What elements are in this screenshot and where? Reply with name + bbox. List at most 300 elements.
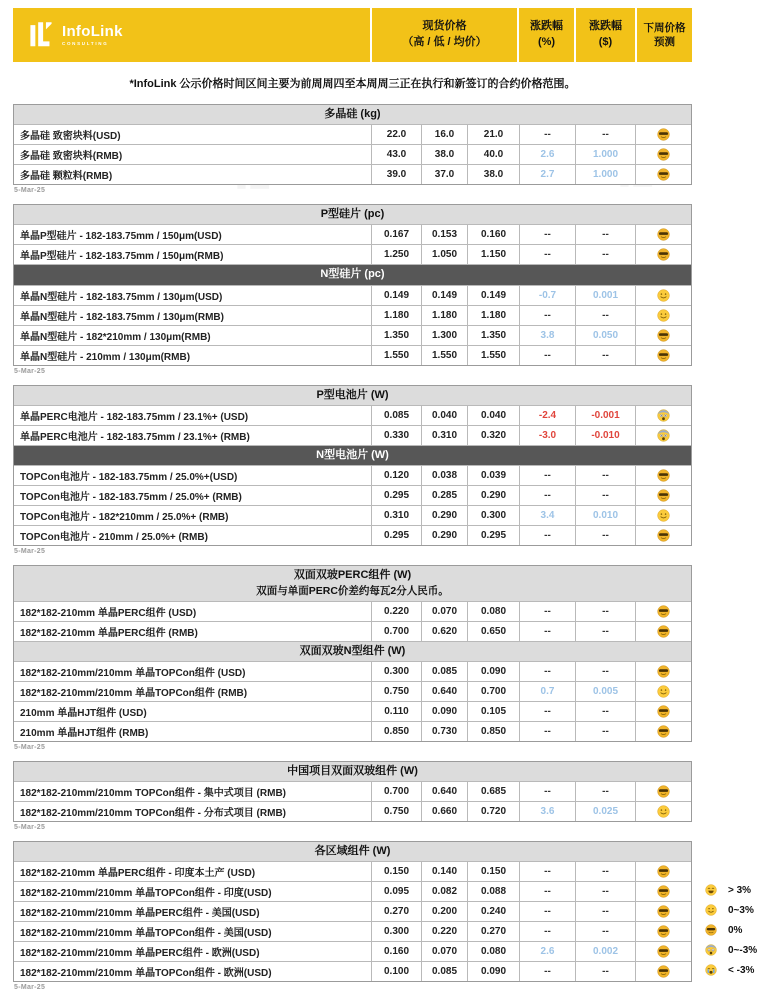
section-header [14, 566, 691, 602]
legend-item [693, 920, 762, 940]
table-row [14, 506, 691, 526]
forecast-title-line2: 预测 [654, 36, 675, 48]
product-label: 182*182-210mm 单晶PERC组件 (USD) [20, 607, 197, 619]
change-usd-cell: -- [575, 722, 635, 741]
price-high-cell: 1.550 [371, 346, 421, 365]
price-high-cell: 39.0 [371, 165, 421, 184]
product-label: 多晶硅 致密块料(USD) [20, 131, 121, 143]
forecast-emoji-cell [635, 506, 691, 525]
product-label: 182*182-210mm/210mm TOPCon组件 - 分布式项目 (RMB) [20, 808, 286, 820]
table-row [14, 682, 691, 702]
product-label: 182*182-210mm/210mm 单晶TOPCon组件 - 欧洲(USD) [20, 968, 272, 980]
price-low-cell: 38.0 [421, 145, 467, 164]
smile-emoji-icon [657, 309, 670, 322]
cool-emoji-icon [705, 924, 717, 936]
price-avg-cell: 40.0 [467, 145, 519, 164]
price-avg-cell: 1.180 [467, 306, 519, 325]
forecast-emoji-cell [635, 326, 691, 345]
price-table-block [13, 204, 692, 374]
product-label: 182*182-210mm/210mm 单晶PERC组件 - 欧洲(USD) [20, 948, 260, 960]
table-row [14, 466, 691, 486]
change-usd-cell: 0.002 [575, 942, 635, 961]
change-pct-cell: -- [519, 466, 575, 485]
legend-label: 0~-3% [728, 944, 758, 956]
change-usd-cell: -- [575, 486, 635, 505]
forecast-emoji-cell [635, 125, 691, 144]
price-high-cell: 0.330 [371, 426, 421, 445]
forecast-emoji-cell [635, 622, 691, 641]
price-high-cell: 0.700 [371, 622, 421, 641]
change-usd-cell: -- [575, 466, 635, 485]
product-label: 单晶N型硅片 - 210mm / 130μm(RMB) [20, 351, 191, 363]
price-low-cell: 1.550 [421, 346, 467, 365]
table-row [14, 286, 691, 306]
price-avg-cell: 0.160 [467, 225, 519, 244]
change-pct-cell: -3.0 [519, 426, 575, 445]
product-label: 182*182-210mm/210mm 单晶TOPCon组件 (RMB) [20, 687, 248, 699]
price-low-cell: 0.730 [421, 722, 467, 741]
price-low-cell: 0.140 [421, 862, 467, 881]
section-title: 多晶硅 (kg) [324, 108, 381, 120]
price-report-page [0, 8, 762, 1008]
infolink-logo-icon [29, 20, 53, 50]
product-label: 单晶N型硅片 - 182-183.75mm / 130μm(USD) [20, 291, 223, 303]
forecast-emoji-cell [635, 782, 691, 801]
forecast-emoji-cell [635, 406, 691, 425]
forecast-emoji-cell [635, 962, 691, 981]
change-usd-cell: -- [575, 125, 635, 144]
product-label: 210mm 单晶HJT组件 (USD) [20, 707, 147, 719]
price-high-cell: 22.0 [371, 125, 421, 144]
product-label: 多晶硅 致密块料(RMB) [20, 151, 123, 163]
section-title: P型电池片 (W) [316, 388, 389, 401]
change-usd-cell: 0.010 [575, 506, 635, 525]
cool-emoji-icon [657, 228, 670, 241]
price-low-cell: 0.038 [421, 466, 467, 485]
price-high-cell: 0.100 [371, 962, 421, 981]
section-subtitle: 双面与单面PERC价差约每瓦2分人民币。 [256, 585, 449, 598]
forecast-emoji-cell [635, 346, 691, 365]
price-high-cell: 43.0 [371, 145, 421, 164]
price-period-note: *InfoLink 公示价格时间区间主要为前周周四至本周周三正在执行和新签订的合约价格范围。 [129, 78, 576, 90]
table-row [14, 622, 691, 642]
cool-emoji-icon [657, 865, 670, 878]
change-usd-cell: -- [575, 602, 635, 621]
change-usd-cell: -- [575, 922, 635, 941]
table-row [14, 306, 691, 326]
cool-emoji-icon [657, 925, 670, 938]
cool-emoji-icon [657, 785, 670, 798]
price-avg-cell: 1.350 [467, 326, 519, 345]
price-low-cell: 0.200 [421, 902, 467, 921]
table-row [14, 406, 691, 426]
product-label: TOPCon电池片 - 182-183.75mm / 25.0%+(USD) [20, 471, 238, 483]
product-label: TOPCon电池片 - 210mm / 25.0%+ (RMB) [20, 531, 208, 543]
price-low-cell: 0.090 [421, 702, 467, 721]
price-low-cell: 0.085 [421, 962, 467, 981]
change-usd-cell: 1.000 [575, 145, 635, 164]
change-pct-cell: -2.4 [519, 406, 575, 425]
table-row [14, 702, 691, 722]
smile-emoji-icon [705, 904, 717, 916]
change-usd-cell: 0.001 [575, 286, 635, 305]
price-table [13, 565, 692, 742]
legend-item [693, 880, 762, 900]
change-usd-cell: -- [575, 862, 635, 881]
cool-emoji-icon [657, 965, 670, 978]
price-high-cell: 0.220 [371, 602, 421, 621]
forecast-emoji-cell [635, 902, 691, 921]
change-usd-cell: -0.010 [575, 426, 635, 445]
change-pct-cell: -- [519, 245, 575, 264]
price-low-cell: 1.180 [421, 306, 467, 325]
change-pct-cell: -- [519, 346, 575, 365]
forecast-emoji-cell [635, 245, 691, 264]
legend-item [693, 940, 762, 960]
forecast-emoji-cell [635, 165, 691, 184]
change-pct-cell: -- [519, 702, 575, 721]
date-stamp: 5-Mar-25 [14, 367, 46, 375]
price-avg-cell: 0.150 [467, 862, 519, 881]
change-pct-cell: -- [519, 486, 575, 505]
table-row [14, 662, 691, 682]
forecast-emoji-cell [635, 466, 691, 485]
table-row [14, 326, 691, 346]
forecast-emoji-cell [635, 942, 691, 961]
product-label: TOPCon电池片 - 182-183.75mm / 25.0%+ (RMB) [20, 491, 242, 503]
change-usd-cell: -- [575, 702, 635, 721]
table-row [14, 426, 691, 446]
section-header [14, 265, 691, 285]
table-row [14, 902, 691, 922]
price-low-cell: 0.070 [421, 942, 467, 961]
spot-price-title: 现货价格 [422, 20, 467, 33]
cool-emoji-icon [657, 349, 670, 362]
fear-emoji-icon [657, 429, 670, 442]
product-label: 多晶硅 颗粒料(RMB) [20, 171, 113, 183]
price-avg-cell: 1.150 [467, 245, 519, 264]
price-avg-cell: 1.550 [467, 346, 519, 365]
price-table-block [13, 565, 692, 751]
section-header [14, 105, 691, 125]
fear-emoji-icon [705, 944, 717, 956]
forecast-emoji-cell [635, 922, 691, 941]
change-pct-cell: 3.6 [519, 802, 575, 821]
forecast-emoji-cell [635, 426, 691, 445]
change-pct-cell: -- [519, 722, 575, 741]
cool-emoji-icon [657, 529, 670, 542]
price-avg-cell: 0.290 [467, 486, 519, 505]
date-stamp: 5-Mar-25 [14, 547, 46, 555]
date-stamp: 5-Mar-25 [14, 984, 46, 992]
legend-label: 0% [728, 924, 743, 936]
price-low-cell: 0.285 [421, 486, 467, 505]
section-title: 双面双玻N型组件 (W) [299, 644, 406, 657]
price-avg-cell: 0.080 [467, 942, 519, 961]
price-low-cell: 0.310 [421, 426, 467, 445]
product-label: 单晶N型硅片 - 182-183.75mm / 130μm(RMB) [20, 311, 224, 323]
price-high-cell: 0.750 [371, 802, 421, 821]
forecast-emoji-cell [635, 802, 691, 821]
product-label: 单晶P型硅片 - 182-183.75mm / 150μm(USD) [20, 231, 222, 243]
column-header-change-dollar [574, 8, 635, 62]
forecast-emoji-cell [635, 882, 691, 901]
change-usd-cell: -- [575, 346, 635, 365]
cool-emoji-icon [657, 469, 670, 482]
change-pct-cell: -- [519, 782, 575, 801]
forecast-emoji-cell [635, 486, 691, 505]
date-stamp: 5-Mar-25 [14, 743, 46, 751]
section-header [14, 446, 691, 466]
price-avg-cell: 0.300 [467, 506, 519, 525]
spot-price-subtitle: （高 / 低 / 均价） [402, 36, 487, 48]
product-label: 182*182-210mm/210mm 单晶TOPCon组件 - 印度(USD) [20, 888, 272, 900]
legend-label: > 3% [728, 884, 752, 896]
change-usd-cell: -- [575, 902, 635, 921]
price-low-cell: 0.660 [421, 802, 467, 821]
legend-label: < -3% [728, 964, 755, 976]
price-high-cell: 0.310 [371, 506, 421, 525]
cool-emoji-icon [657, 148, 670, 161]
price-low-cell: 16.0 [421, 125, 467, 144]
price-high-cell: 0.295 [371, 526, 421, 545]
price-high-cell: 0.750 [371, 682, 421, 701]
price-high-cell: 0.085 [371, 406, 421, 425]
tables [13, 104, 762, 991]
price-avg-cell: 0.700 [467, 682, 519, 701]
change-pct-cell: -- [519, 125, 575, 144]
price-avg-cell: 0.320 [467, 426, 519, 445]
legend-label: 0~3% [728, 904, 754, 916]
product-label: 182*182-210mm/210mm 单晶TOPCon组件 (USD) [20, 667, 246, 679]
legend-item [693, 900, 762, 920]
change-usd-cell: -- [575, 622, 635, 641]
change-pct-cell: -- [519, 662, 575, 681]
change-pct-cell: -- [519, 602, 575, 621]
smile-emoji-icon [657, 685, 670, 698]
section-title: P型硅片 (pc) [320, 208, 385, 221]
price-high-cell: 0.160 [371, 942, 421, 961]
price-avg-cell: 0.039 [467, 466, 519, 485]
price-avg-cell: 0.149 [467, 286, 519, 305]
product-label: 210mm 单晶HJT组件 (RMB) [20, 727, 149, 739]
change-usd-cell: -- [575, 882, 635, 901]
brand-name: InfoLink [62, 23, 123, 40]
infolink-logo [13, 8, 370, 62]
change-pct-cell: -- [519, 902, 575, 921]
price-low-cell: 0.040 [421, 406, 467, 425]
table-row [14, 526, 691, 545]
table-row [14, 225, 691, 245]
price-low-cell: 37.0 [421, 165, 467, 184]
change-usd-cell: -- [575, 662, 635, 681]
table-row [14, 165, 691, 184]
table-row [14, 942, 691, 962]
price-avg-cell: 0.685 [467, 782, 519, 801]
product-label: 182*182-210mm/210mm 单晶PERC组件 - 美国(USD) [20, 908, 260, 920]
change-usd-cell: 0.050 [575, 326, 635, 345]
product-label: TOPCon电池片 - 182*210mm / 25.0%+ (RMB) [20, 511, 229, 523]
price-high-cell: 0.110 [371, 702, 421, 721]
section-title: N型硅片 (pc) [320, 268, 385, 281]
section-title: 双面双玻PERC组件 (W) [293, 568, 412, 581]
cool-emoji-icon [657, 605, 670, 618]
forecast-emoji-cell [635, 225, 691, 244]
section-title: N型电池片 (W) [316, 448, 389, 461]
cool-emoji-icon [657, 665, 670, 678]
forecast-emoji-cell [635, 862, 691, 881]
price-high-cell: 0.120 [371, 466, 421, 485]
price-low-cell: 1.300 [421, 326, 467, 345]
price-high-cell: 0.295 [371, 486, 421, 505]
column-header-spot-price [370, 8, 517, 62]
logo-text [62, 24, 123, 46]
change-pct-cell: 2.7 [519, 165, 575, 184]
price-low-cell: 0.149 [421, 286, 467, 305]
table-row [14, 862, 691, 882]
change-percent-title: 涨跌幅 [530, 20, 563, 33]
cool-emoji-icon [657, 905, 670, 918]
change-usd-cell: -- [575, 526, 635, 545]
section-title: 中国项目双面双玻组件 (W) [287, 764, 418, 777]
product-label: 182*182-210mm/210mm 单晶TOPCon组件 - 美国(USD) [20, 928, 272, 940]
price-avg-cell: 0.720 [467, 802, 519, 821]
change-pct-cell: 3.8 [519, 326, 575, 345]
change-pct-cell: 2.6 [519, 145, 575, 164]
change-dollar-unit: ($) [598, 36, 613, 48]
section-header [14, 642, 691, 662]
table-row [14, 922, 691, 942]
price-avg-cell: 0.040 [467, 406, 519, 425]
change-usd-cell: 0.005 [575, 682, 635, 701]
change-pct-cell: -- [519, 622, 575, 641]
forecast-emoji-cell [635, 526, 691, 545]
laugh-emoji-icon [705, 884, 717, 896]
price-low-cell: 0.290 [421, 526, 467, 545]
table-row [14, 782, 691, 802]
cool-emoji-icon [657, 945, 670, 958]
price-table [13, 204, 692, 365]
price-high-cell: 1.350 [371, 326, 421, 345]
price-low-cell: 0.153 [421, 225, 467, 244]
change-dollar-title: 涨跌幅 [589, 20, 622, 33]
price-high-cell: 0.300 [371, 662, 421, 681]
price-high-cell: 1.180 [371, 306, 421, 325]
fear-emoji-icon [657, 409, 670, 422]
product-label: 单晶PERC电池片 - 182-183.75mm / 23.1%+ (RMB) [20, 431, 250, 443]
change-pct-cell: -- [519, 862, 575, 881]
product-label: 182*182-210mm/210mm TOPCon组件 - 集中式项目 (RMB) [20, 788, 286, 800]
table-row [14, 145, 691, 165]
smile-emoji-icon [657, 289, 670, 302]
table-row [14, 486, 691, 506]
change-usd-cell: -- [575, 962, 635, 981]
product-label: 182*182-210mm 单晶PERC组件 - 印度本土产 (USD) [20, 868, 256, 880]
change-pct-cell: -- [519, 306, 575, 325]
price-high-cell: 0.850 [371, 722, 421, 741]
price-avg-cell: 21.0 [467, 125, 519, 144]
change-pct-cell: -- [519, 922, 575, 941]
legend-item [693, 960, 762, 980]
cool-emoji-icon [657, 168, 670, 181]
price-table-block [13, 104, 692, 194]
price-high-cell: 0.167 [371, 225, 421, 244]
price-table [13, 385, 692, 546]
price-avg-cell: 38.0 [467, 165, 519, 184]
forecast-emoji-cell [635, 682, 691, 701]
forecast-title-line1: 下周价格 [643, 21, 686, 34]
cool-emoji-icon [657, 725, 670, 738]
change-usd-cell: -- [575, 782, 635, 801]
cool-emoji-icon [657, 625, 670, 638]
change-pct-cell: -- [519, 962, 575, 981]
price-table-block [13, 841, 758, 992]
change-usd-cell: -- [575, 245, 635, 264]
product-label: 单晶PERC电池片 - 182-183.75mm / 23.1%+ (USD) [20, 411, 249, 423]
smile-emoji-icon [657, 805, 670, 818]
price-table [13, 841, 692, 982]
section-title: 各区域组件 (W) [314, 845, 391, 858]
price-avg-cell: 0.850 [467, 722, 519, 741]
price-high-cell: 1.250 [371, 245, 421, 264]
price-low-cell: 0.640 [421, 782, 467, 801]
product-label: 182*182-210mm 单晶PERC组件 (RMB) [20, 627, 198, 639]
table-row [14, 962, 691, 981]
forecast-emoji-cell [635, 286, 691, 305]
table-row [14, 125, 691, 145]
price-avg-cell: 0.295 [467, 526, 519, 545]
price-table-block [13, 761, 692, 831]
section-header [14, 842, 691, 862]
price-low-cell: 0.085 [421, 662, 467, 681]
price-high-cell: 0.149 [371, 286, 421, 305]
change-percent-unit: (%) [537, 36, 556, 48]
date-stamp: 5-Mar-25 [14, 187, 46, 195]
change-usd-cell: 0.025 [575, 802, 635, 821]
price-avg-cell: 0.080 [467, 602, 519, 621]
table-row [14, 882, 691, 902]
cool-emoji-icon [657, 128, 670, 141]
column-header-forecast [635, 8, 692, 62]
change-pct-cell: -- [519, 225, 575, 244]
cool-emoji-icon [657, 489, 670, 502]
price-low-cell: 0.082 [421, 882, 467, 901]
change-pct-cell: 2.6 [519, 942, 575, 961]
brand-subtitle: CONSULTING [62, 41, 109, 46]
price-high-cell: 0.300 [371, 922, 421, 941]
cool-emoji-icon [657, 248, 670, 261]
section-header [14, 386, 691, 406]
emoji-legend [693, 880, 762, 980]
price-low-cell: 1.050 [421, 245, 467, 264]
change-usd-cell: -- [575, 306, 635, 325]
price-avg-cell: 0.270 [467, 922, 519, 941]
smile-emoji-icon [657, 509, 670, 522]
section-header [14, 762, 691, 782]
price-avg-cell: 0.090 [467, 662, 519, 681]
price-table-block [13, 385, 692, 555]
section-header [14, 205, 691, 225]
change-pct-cell: -- [519, 526, 575, 545]
change-pct-cell: -0.7 [519, 286, 575, 305]
table-row [14, 245, 691, 265]
date-stamp: 5-Mar-25 [14, 824, 46, 832]
forecast-emoji-cell [635, 306, 691, 325]
forecast-emoji-cell [635, 702, 691, 721]
price-table [13, 761, 692, 822]
price-low-cell: 0.070 [421, 602, 467, 621]
product-label: 单晶N型硅片 - 182*210mm / 130μm(RMB) [20, 331, 211, 343]
